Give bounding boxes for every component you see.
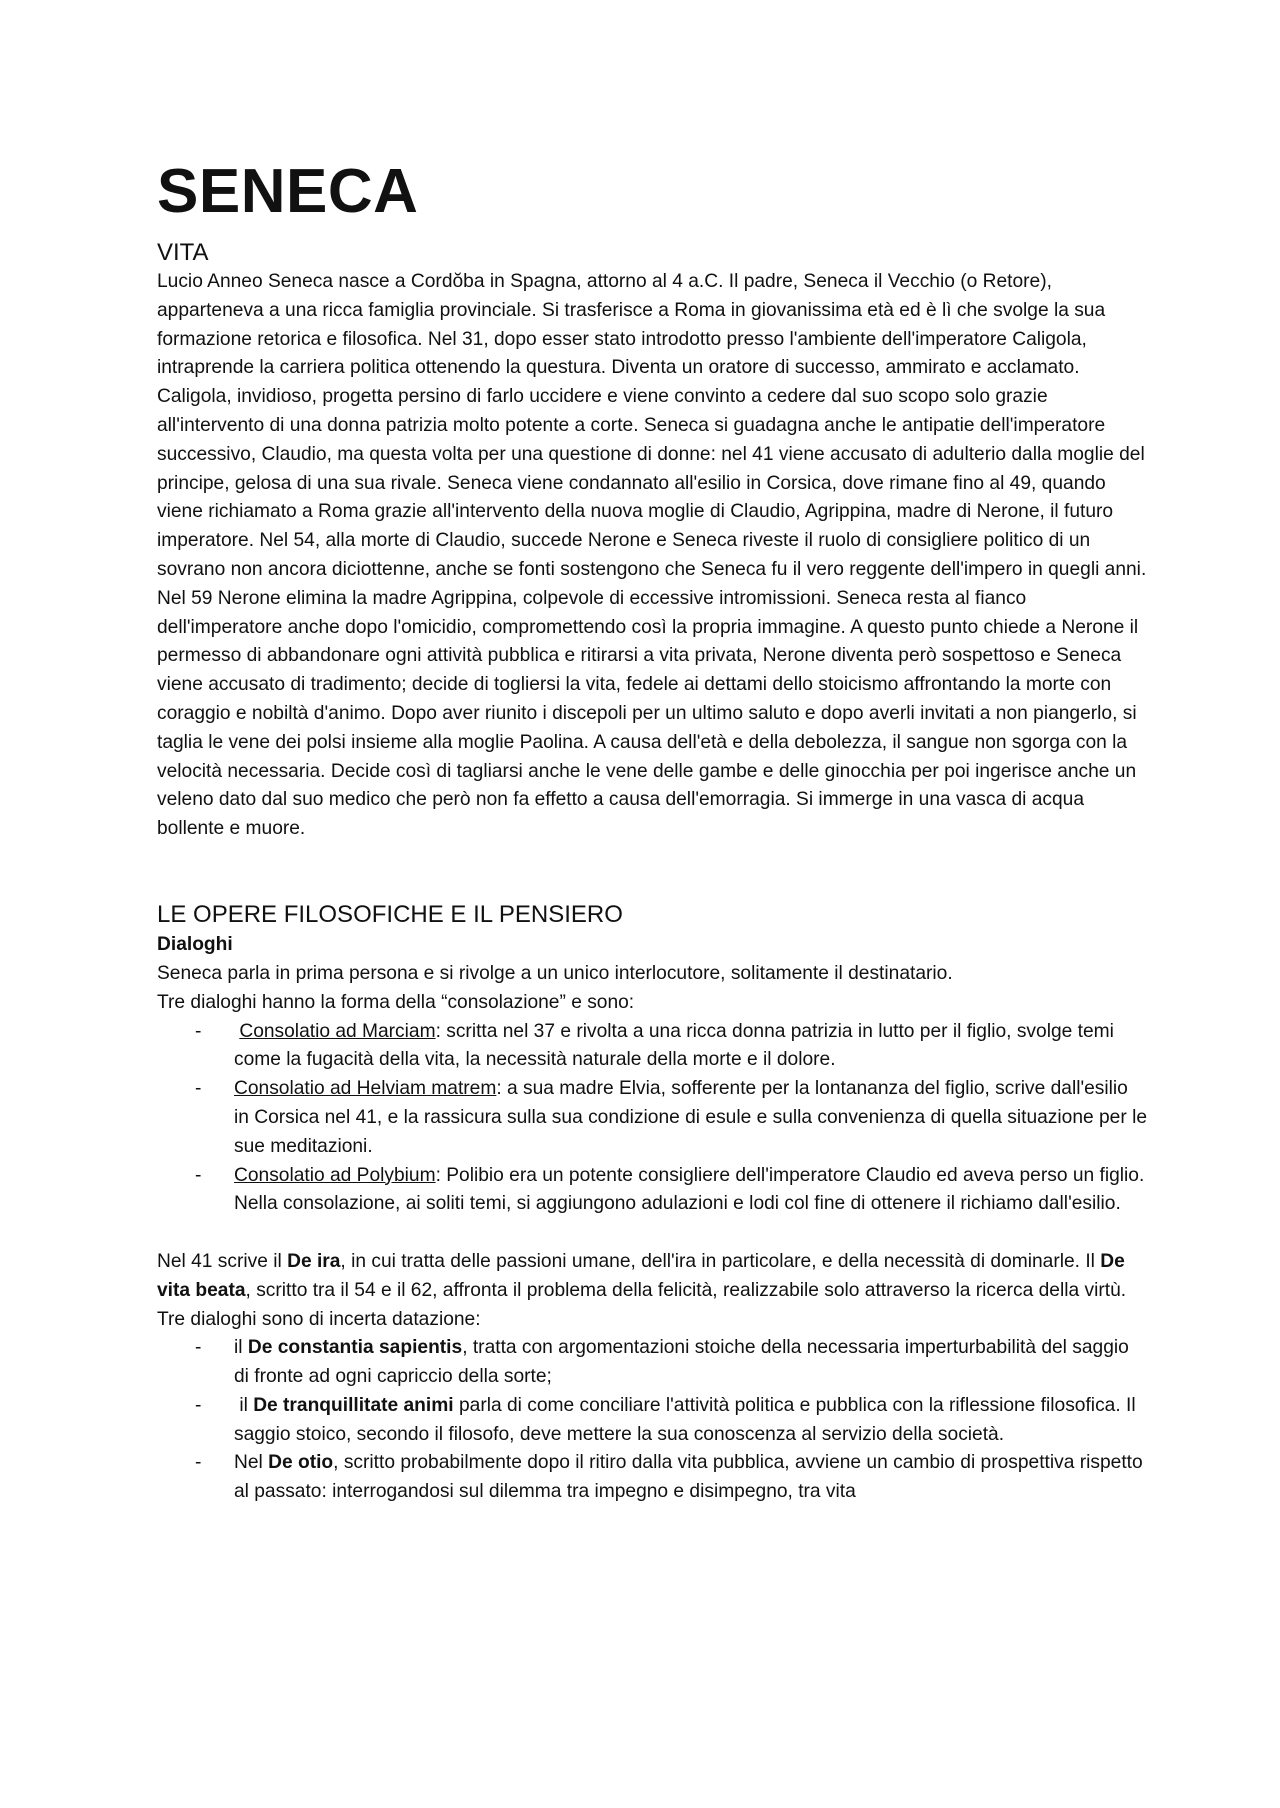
text-run: parla di come conciliare l'attività politica e pubblica con la riflessione filosofica. Il saggio stoico, secondo il filosofo, deve mettere la sua conoscenza al servizio della società.: [234, 1394, 1136, 1445]
dash-bullet: -: [195, 1337, 202, 1359]
text-run: , scritto probabilmente dopo il ritiro dalla vita pubblica, avviene un cambio di prospettiva rispetto al passato: interrogandosi sul dilemma tra impegno e disimpegno, tra vita: [234, 1452, 1143, 1503]
dash-bullet: -: [195, 1164, 202, 1186]
document-page: [157, 150, 1147, 1507]
text-run: il: [234, 1394, 254, 1416]
section-heading-vita: VITA: [157, 239, 209, 266]
list-item: [157, 1162, 1147, 1220]
subheading-dialoghi: Dialoghi: [157, 933, 233, 955]
consolationes-list: [157, 1018, 1147, 1220]
text-run: Nel: [234, 1452, 269, 1474]
page-title: SENECA: [157, 157, 419, 226]
dialoghi-intro-line-1: Seneca parla in prima persona e si rivolge a un unico interlocutore, solitamente il destinatario.: [157, 962, 953, 984]
list-item: [157, 1449, 1147, 1507]
section-opere: [157, 900, 1147, 1507]
text-run: , tratta con argomentazioni stoiche della necessaria imperturbabilità del saggio di fronte ad ogni capriccio della sorte;: [234, 1337, 1129, 1388]
text-run: , in cui tratta delle passioni umane, dell'ira in particolare, e della necessità di dominarle. Il: [340, 1250, 1101, 1272]
paragraph-gap: [157, 1219, 1147, 1248]
section-vita: [157, 238, 1147, 844]
consolatio-title: Consolatio ad Helviam matrem: [234, 1078, 497, 1100]
de-ira-paragraph: [157, 1248, 1147, 1306]
work-title-de-vita-beata: De vita beata: [157, 1250, 1125, 1301]
consolatio-text: : scritta nel 37 e rivolta a una ricca donna patrizia in lutto per il figlio, svolge temi come la fugacità della vita, la necessità naturale della morte e il dolore.: [234, 1020, 1114, 1071]
work-title-de-tranquillitate: De tranquillitate animi: [253, 1394, 454, 1416]
dash-bullet: -: [195, 1078, 202, 1100]
incerta-intro: Tre dialoghi sono di incerta datazione:: [157, 1308, 481, 1330]
dash-bullet: -: [195, 1020, 202, 1042]
work-title-de-ira: De ira: [287, 1250, 341, 1272]
list-item: [157, 1392, 1147, 1450]
list-item: [157, 1018, 1147, 1076]
list-item: [157, 1075, 1147, 1161]
text-run: , scritto tra il 54 e il 62, affronta il problema della felicità, realizzabile solo attraverso la ricerca della virtù.: [245, 1279, 1127, 1301]
section-heading-opere: LE OPERE FILOSOFICHE E IL PENSIERO: [157, 900, 623, 928]
list-item: [157, 1334, 1147, 1392]
incerta-list: [157, 1334, 1147, 1507]
consolatio-text: : Polibio era un potente consigliere dell'imperatore Claudio ed aveva perso un figlio. Nella consolazione, ai soliti temi, si aggiungono adulazioni e lodi col fine di ottenere il richiamo dall'esilio.: [234, 1164, 1145, 1215]
vita-paragraph: Lucio Anneo Seneca nasce a Cordŏba in Spagna, attorno al 4 a.C. Il padre, Seneca il Vecchio (o Retore), apparteneva a una ricca famiglia provinciale. Si trasferisce a Roma in giovanissima età ed è lì che svolge la sua formazione retorica e filosofica. Nel 31, dopo esser stato introdotto presso l'ambiente dell'imperatore Caligola, intraprende la carriera politica ottenendo la questura. Diventa un oratore di successo, ammirato e acclamato. Caligola, invidioso, progetta persino di farlo uccidere e viene convinto a cedere dal suo scopo solo grazie all'intervento di una donna patrizia molto potente a corte. Seneca si guadagna anche le antipatie dell'imperatore successivo, Claudio, ma questa volta per una questione di donne: nel 41 viene accusato di adulterio dalla moglie del principe, gelosa di una sua rivale. Seneca viene condannato all'esilio in Corsica, dove rimane fino al 49, quando viene richiamato a Roma grazie all'intervento della nuova moglie di Claudio, Agrippina, madre di Nerone, il futuro imperatore. Nel 54, alla morte di Claudio, succede Nerone e Seneca riveste il ruolo di consigliere politico di un sovrano non ancora diciottenne, anche se fonti sostengono che Seneca fu il vero reggente dell'impero in quegli anni. Nel 59 Nerone elimina la madre Agrippina, colpevole di eccessive intromissioni. Seneca resta al fianco dell'imperatore anche dopo l'omicidio, compromettendo così la propria immagine. A questo punto chiede a Nerone il permesso di abbandonare ogni attività pubblica e ritirarsi a vita privata, Nerone diventa però sospettoso e Seneca viene accusato di tradimento; decide di togliersi la vita, fedele ai dettami dello stoicismo affrontando la morte con coraggio e nobiltà d'animo. Dopo aver riunito i discepoli per un ultimo saluto e dopo averli invitati a non piangerlo, si taglia le vene dei polsi insieme alla moglie Paolina. A causa dell'età e della debolezza, il sangue non sgorga con la velocità necessaria. Decide così di tagliarsi anche le vene delle gambe e delle ginocchia per poi ingerisce anche un veleno dato dal suo medico che però non fa effetto a causa dell'emorragia. Si immerge in una vasca di acqua bollente e muore.: [157, 271, 1147, 840]
text-run: il: [234, 1337, 248, 1359]
work-title-de-constantia: De constantia sapientis: [247, 1337, 463, 1359]
text-run: Nel 41 scrive il: [157, 1250, 288, 1272]
work-title-de-otio: De otio: [268, 1452, 334, 1474]
consolatio-text: : a sua madre Elvia, sofferente per la lontananza del figlio, scrive dall'esilio in Corsica nel 41, e la rassicura sulla sua condizione di esule e sulla convenienza di quella situazione per le sue meditazioni.: [234, 1078, 1148, 1157]
consolatio-title: Consolatio ad Marciam: [239, 1020, 436, 1042]
dash-bullet: -: [195, 1452, 202, 1474]
dialoghi-intro-line-2: Tre dialoghi hanno la forma della “consolazione” e sono:: [157, 991, 635, 1013]
consolatio-title: Consolatio ad Polybium: [234, 1164, 436, 1186]
dash-bullet: -: [195, 1394, 202, 1416]
